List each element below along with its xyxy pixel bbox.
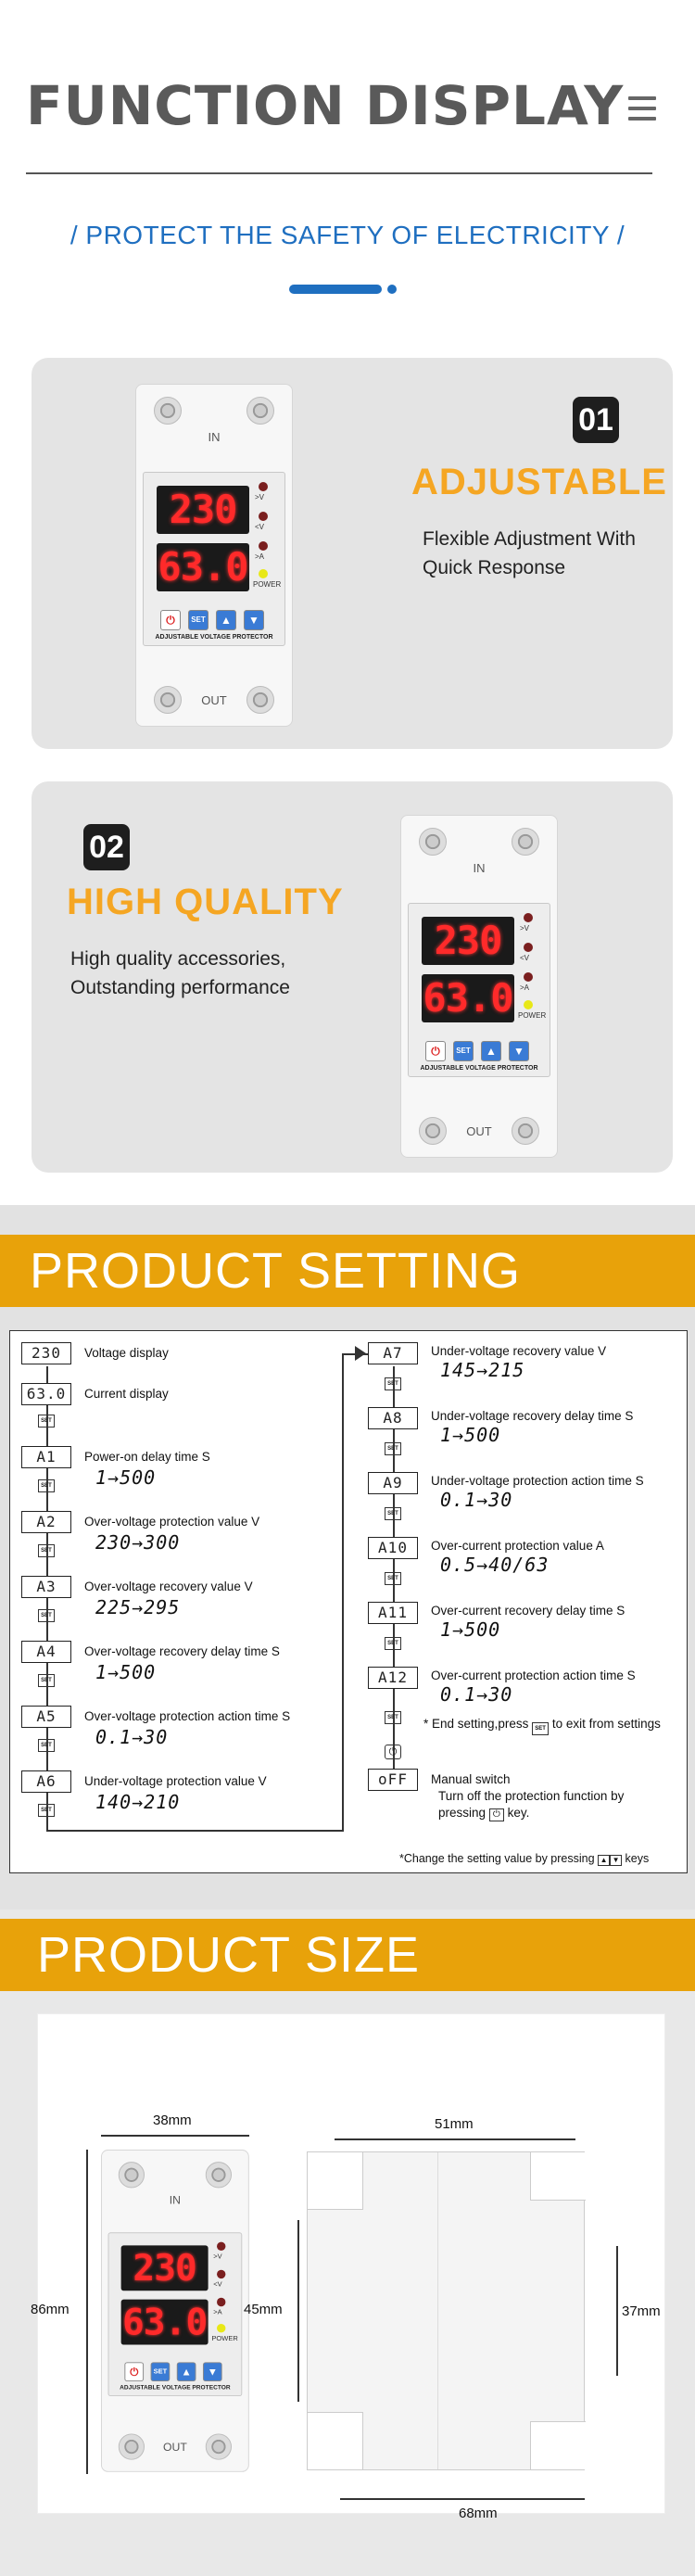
set-button: SET <box>151 2362 171 2381</box>
feature-title: ADJUSTABLE <box>411 462 667 502</box>
feature-desc-line2: Outstanding performance <box>70 977 290 998</box>
led-indicator <box>524 913 533 922</box>
setting-label: Under-voltage protection value V <box>84 1774 267 1788</box>
led-indicator <box>524 943 533 952</box>
set-button: SET <box>188 610 208 630</box>
led-indicator <box>524 972 533 982</box>
dim-front-width: 38mm <box>153 2113 192 2128</box>
manual-line2: Turn off the protection function by <box>438 1789 625 1803</box>
settings-diagram <box>9 1330 688 1873</box>
up-button-icon: ▲ <box>177 2362 196 2381</box>
led-indicator <box>259 482 268 491</box>
end-setting-note <box>423 1717 661 1733</box>
screw-icon <box>206 2162 232 2188</box>
dim-front-height: 86mm <box>31 2302 70 2317</box>
subtitle-dot <box>387 285 397 294</box>
setting-code: A2 <box>21 1511 71 1533</box>
dim-side-left: 45mm <box>244 2302 283 2317</box>
led-label: >A <box>520 983 530 992</box>
led-label: >A <box>255 552 265 561</box>
power-key-icon: ⏻ <box>385 1745 401 1759</box>
led-label: <V <box>213 2280 222 2289</box>
led-label: <V <box>520 954 530 962</box>
set-key-icon: SET <box>385 1572 401 1585</box>
down-key-icon: ▼ <box>610 1855 622 1866</box>
led-label: <V <box>255 523 265 531</box>
power-button-icon: ⏻ <box>425 1041 446 1061</box>
section-subtitle: / PROTECT THE SAFETY OF ELECTRICITY / <box>70 221 626 249</box>
size-diagram <box>31 2013 665 2521</box>
device-caption: ADJUSTABLE VOLTAGE PROTECTOR <box>120 2384 231 2392</box>
setting-code: A6 <box>21 1770 71 1793</box>
screw-icon <box>512 828 539 856</box>
setting-label: Current display <box>84 1387 169 1401</box>
setting-label: Over-voltage protection action time S <box>84 1709 291 1723</box>
current-display: 63.0 <box>158 544 248 590</box>
setting-range: 1→500 <box>440 1618 501 1641</box>
device-in-label: IN <box>208 430 221 444</box>
dim-side-right: 37mm <box>622 2303 661 2319</box>
set-key-icon: SET <box>38 1674 55 1687</box>
setting-code: A11 <box>368 1602 418 1624</box>
setting-range: 0.5→40/63 <box>440 1554 550 1576</box>
feature-number: 02 <box>83 824 130 870</box>
setting-code: A7 <box>368 1342 418 1364</box>
setting-label: Over-voltage recovery delay time S <box>84 1644 280 1658</box>
set-key-icon: SET <box>38 1415 55 1428</box>
power-label: POWER <box>518 1011 547 1020</box>
setting-code: A8 <box>368 1407 418 1429</box>
led-label: >V <box>255 493 265 501</box>
setting-range: 0.1→30 <box>440 1489 513 1511</box>
footnote-a: *Change the setting value by pressing <box>399 1852 595 1865</box>
set-key-icon: SET <box>385 1711 401 1724</box>
setting-label: Over-voltage protection value V <box>84 1515 260 1529</box>
setting-range: 145→215 <box>440 1359 525 1381</box>
end-note-a: End setting,press <box>432 1717 529 1731</box>
setting-range: 0.1→30 <box>95 1726 169 1748</box>
set-key-icon: SET <box>38 1479 55 1492</box>
setting-label: Under-voltage protection action time S <box>431 1474 644 1488</box>
setting-code: A5 <box>21 1706 71 1728</box>
led-label: >V <box>213 2252 222 2261</box>
led-label: >A <box>213 2308 222 2316</box>
manual-line3-b: key. <box>507 1806 530 1820</box>
feature-title: HIGH QUALITY <box>67 882 344 922</box>
device-caption: ADJUSTABLE VOLTAGE PROTECTOR <box>155 634 273 641</box>
setting-code: 230 <box>21 1342 71 1364</box>
feature-card-quality <box>32 781 673 1173</box>
setting-range: 230→300 <box>95 1531 181 1554</box>
footnote <box>399 1852 649 1866</box>
device-out-label: OUT <box>201 693 227 707</box>
setting-code: oFF <box>368 1769 418 1791</box>
set-key-icon: SET <box>385 1442 401 1455</box>
manual-line1: Manual switch <box>431 1772 511 1786</box>
power-led <box>217 2324 225 2332</box>
setting-code: 63.0 <box>21 1383 71 1405</box>
product-setting-banner: PRODUCT SETTING <box>0 1235 695 1307</box>
led-indicator <box>217 2242 225 2251</box>
setting-label: Over-current protection value A <box>431 1539 604 1553</box>
led-indicator <box>259 512 268 521</box>
set-key-icon: SET <box>38 1739 55 1752</box>
subtitle-underline <box>289 285 382 294</box>
end-note-b: to exit from settings <box>551 1717 661 1731</box>
setting-code: A1 <box>21 1446 71 1468</box>
power-led <box>259 569 268 578</box>
set-key-icon: SET <box>38 1804 55 1817</box>
device-in-label: IN <box>169 2193 182 2207</box>
set-key-icon: SET <box>385 1507 401 1520</box>
feature-number: 01 <box>573 397 619 443</box>
led-indicator <box>217 2270 225 2278</box>
manual-line3-a: pressing <box>438 1806 486 1820</box>
up-button-icon: ▲ <box>481 1041 501 1061</box>
setting-label: Power-on delay time S <box>84 1450 210 1464</box>
power-key-icon: ⏻ <box>489 1808 504 1821</box>
feature-card-adjustable <box>32 358 673 749</box>
dim-side-bottom: 68mm <box>459 2506 498 2521</box>
set-key-icon: SET <box>38 1544 55 1557</box>
device-image <box>400 815 558 1158</box>
setting-range: 140→210 <box>95 1791 181 1813</box>
set-key-icon: SET <box>385 1377 401 1390</box>
device-side-view <box>307 2151 585 2470</box>
up-key-icon: ▲ <box>598 1855 610 1866</box>
voltage-display: 230 <box>422 917 514 965</box>
power-button-icon: ⏻ <box>124 2362 144 2381</box>
dim-side-top: 51mm <box>435 2116 474 2132</box>
power-button-icon: ⏻ <box>160 610 181 630</box>
setting-code: A3 <box>21 1576 71 1598</box>
device-in-label: IN <box>473 861 486 875</box>
setting-range: 1→500 <box>440 1424 501 1446</box>
setting-label: Over-current protection action time S <box>431 1669 636 1682</box>
product-size-banner: PRODUCT SIZE <box>0 1919 695 1991</box>
setting-label: Over-voltage recovery value V <box>84 1580 253 1593</box>
setting-range: 1→500 <box>95 1661 157 1683</box>
dim-line <box>340 2498 585 2500</box>
dim-line <box>616 2246 618 2376</box>
setting-label: Under-voltage recovery value V <box>431 1344 607 1358</box>
menu-icon[interactable] <box>628 96 656 124</box>
down-button-icon: ▼ <box>509 1041 529 1061</box>
page-title: FUNCTION DISPLAY <box>26 74 625 137</box>
power-label: POWER <box>211 2334 238 2342</box>
manual-line3 <box>438 1806 529 1821</box>
led-label: >V <box>520 924 530 933</box>
voltage-display: 230 <box>121 2245 208 2290</box>
setting-code: A10 <box>368 1537 418 1559</box>
device-image <box>135 384 293 727</box>
current-display: 63.0 <box>121 2300 208 2343</box>
down-button-icon: ▼ <box>203 2362 222 2381</box>
device-out-label: OUT <box>162 2440 187 2455</box>
voltage-display: 230 <box>157 486 249 534</box>
setting-range: 0.1→30 <box>440 1683 513 1706</box>
up-button-icon: ▲ <box>216 610 236 630</box>
dim-line <box>101 2135 249 2137</box>
led-indicator <box>217 2298 225 2306</box>
setting-code: A9 <box>368 1472 418 1494</box>
setting-range: 1→500 <box>95 1466 157 1489</box>
set-key-icon: SET <box>385 1637 401 1650</box>
setting-label: Voltage display <box>84 1346 169 1360</box>
set-button: SET <box>453 1041 474 1061</box>
dim-line <box>335 2138 575 2140</box>
dim-line <box>86 2150 88 2474</box>
device-caption: ADJUSTABLE VOLTAGE PROTECTOR <box>420 1065 538 1072</box>
set-key-icon: SET <box>532 1722 549 1735</box>
screw-icon <box>119 2162 145 2188</box>
dim-line <box>297 2220 299 2402</box>
screw-icon <box>154 397 182 425</box>
power-led <box>524 1000 533 1009</box>
set-key-icon: SET <box>38 1609 55 1622</box>
feature-desc-line1: High quality accessories, <box>70 948 286 970</box>
setting-code: A4 <box>21 1641 71 1663</box>
device-out-label: OUT <box>466 1124 492 1138</box>
power-label: POWER <box>253 580 282 589</box>
setting-code: A12 <box>368 1667 418 1689</box>
current-display: 63.0 <box>423 975 513 1021</box>
feature-desc-line1: Flexible Adjustment With <box>423 528 636 550</box>
screw-icon <box>246 397 274 425</box>
bullet-star: * <box>423 1717 433 1731</box>
setting-label: Under-voltage recovery delay time S <box>431 1409 634 1423</box>
led-indicator <box>259 541 268 551</box>
device-front-view <box>101 2150 249 2472</box>
feature-desc-line2: Quick Response <box>423 557 566 578</box>
setting-label: Over-current recovery delay time S <box>431 1604 626 1618</box>
header-divider <box>26 172 652 174</box>
footnote-b: keys <box>625 1852 650 1865</box>
setting-range: 225→295 <box>95 1596 181 1618</box>
screw-icon <box>419 828 447 856</box>
down-button-icon: ▼ <box>244 610 264 630</box>
